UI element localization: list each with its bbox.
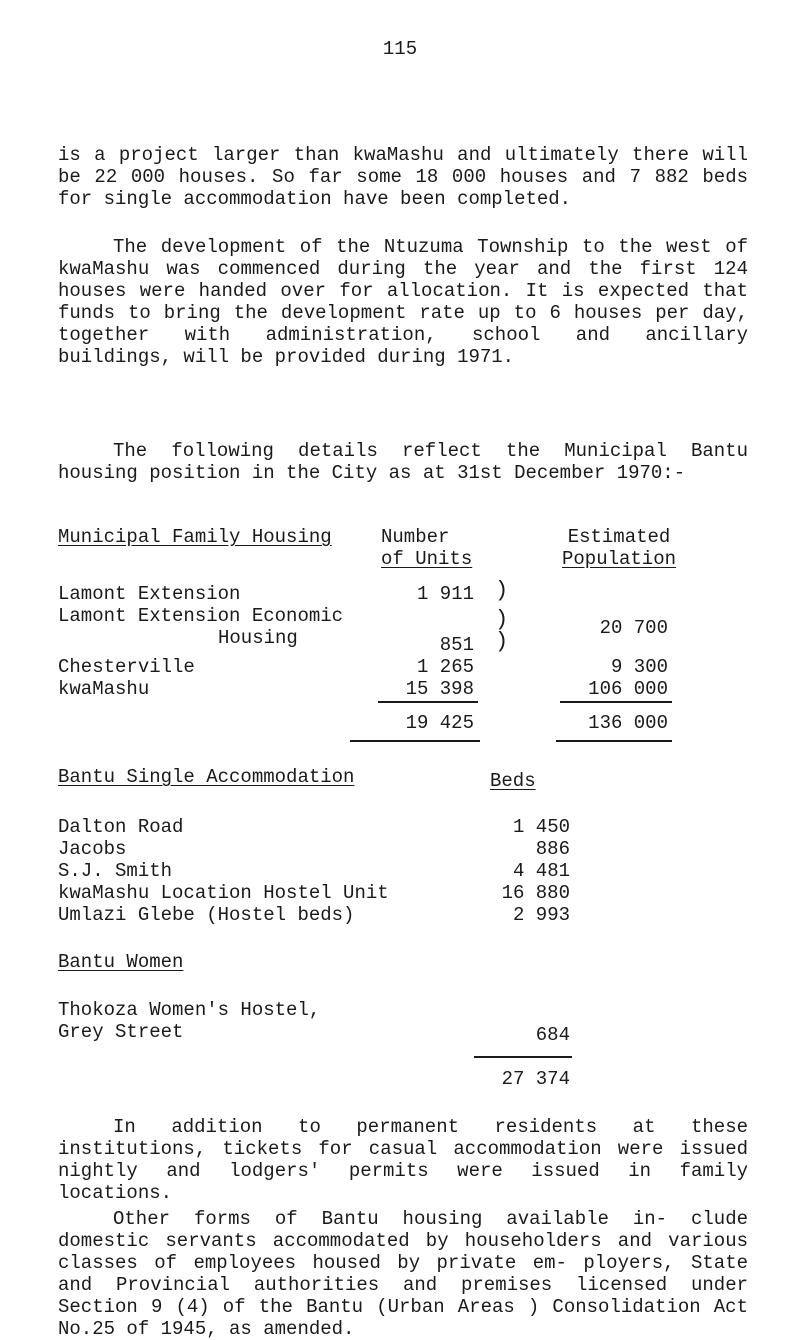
women-hostel-line-1: Thokoza Women's Hostel, [58, 999, 321, 1021]
single-row-name: Jacobs [58, 838, 127, 860]
paragraph-1 [58, 144, 748, 210]
family-row-units: 1 265 [416, 656, 474, 678]
family-row-pop: 106 000 [588, 678, 668, 700]
women-hostel-line-2: Grey Street [58, 1021, 184, 1043]
units-col-header-1: Number [381, 526, 450, 548]
single-row-beds: 1 450 [512, 816, 570, 838]
total-beds: 27 374 [501, 1068, 570, 1090]
family-row-units: 15 398 [405, 678, 474, 700]
units-col-header-2: of Units [381, 548, 473, 570]
single-row-beds: 16 880 [501, 882, 570, 904]
total-units: 19 425 [405, 712, 474, 734]
family-row-name: Lamont Extension [58, 583, 241, 605]
single-row-name: Dalton Road [58, 816, 184, 838]
family-row-name: kwaMashu [58, 678, 150, 700]
total-population: 136 000 [588, 712, 668, 734]
pop-total-rule [556, 740, 672, 742]
brace-middle: ) [495, 607, 509, 632]
page-number: 115 [382, 38, 418, 60]
paragraph-3 [58, 440, 748, 484]
beds-total-rule [474, 1056, 572, 1058]
family-row-name: Housing [218, 627, 298, 649]
family-row-pop: 9 300 [610, 656, 668, 678]
paragraph-5 [58, 1208, 748, 1340]
brace-bottom: ) [495, 629, 509, 654]
single-row-beds: 886 [535, 838, 570, 860]
family-row-pop: 20 700 [599, 617, 668, 639]
paragraph-1-text: is a project larger than kwaMashu and ultimately there will be 22 000 houses. So far some 18 000 houses and 7 882 beds for single accommodation have been completed. [58, 144, 748, 210]
pop-col-header-1: Estimated [567, 526, 671, 548]
single-row-name: Umlazi Glebe (Hostel beds) [58, 904, 355, 926]
beds-col-header: Beds [490, 770, 536, 792]
single-row-beds: 2 993 [512, 904, 570, 926]
paragraph-4-text: In addition to permanent residents at these institutions, tickets for casual accommodation were issued nightly and lodgers' permits were issued in family locations. [58, 1116, 748, 1204]
paragraph-3-text: The following details reflect the Municipal Bantu housing position in the City as at 31st December 1970:- [58, 440, 748, 484]
family-housing-heading: Municipal Family Housing [58, 526, 332, 548]
family-row-name: Chesterville [58, 656, 195, 678]
units-total-rule [350, 740, 480, 742]
family-row-units: 851 [439, 634, 474, 656]
single-row-name: S.J. Smith [58, 860, 173, 882]
single-row-beds: 4 481 [512, 860, 570, 882]
single-accommodation-heading: Bantu Single Accommodation [58, 766, 355, 788]
pop-subtotal-rule [560, 701, 672, 703]
paragraph-2-text: The development of the Ntuzuma Township to the west of kwaMashu was commenced during the year and the first 124 houses were handed over for allocation. It is expected that funds to bring the development rate up to 6 houses per day, together with administration, school and ancillary buildings, will be provided during 1971. [58, 236, 748, 368]
units-subtotal-rule [378, 701, 478, 703]
single-row-name: kwaMashu Location Hostel Unit [58, 882, 389, 904]
paragraph-4 [58, 1116, 748, 1204]
paragraph-5-text: Other forms of Bantu housing available in- clude domestic servants accommodated by householders and various classes of employees housed by private em- ployers, State and Provincial authorities and premises licensed under Section 9 (4) of the Bantu (Urban Areas ) Consolidation Act No.25 of 1945, as amended. [58, 1208, 748, 1340]
bantu-women-heading: Bantu Women [58, 951, 184, 973]
pop-col-header-2: Population [561, 548, 677, 570]
family-row-name: Lamont Extension Economic [58, 605, 344, 627]
paragraph-2 [58, 236, 748, 368]
brace-top: ) [495, 578, 509, 603]
women-hostel-beds: 684 [535, 1024, 570, 1046]
family-row-units: 1 911 [416, 583, 474, 605]
